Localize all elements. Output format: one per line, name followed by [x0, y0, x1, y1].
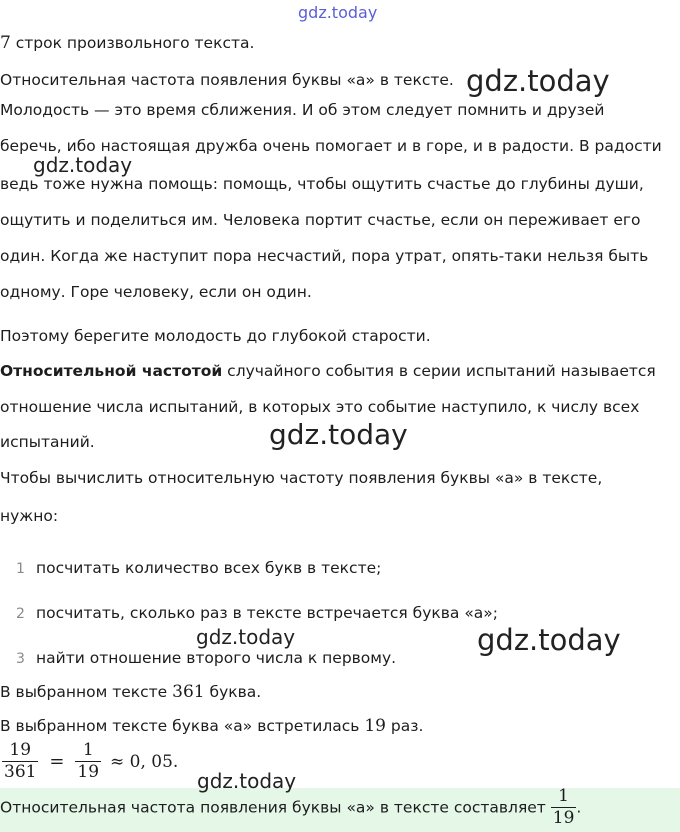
- fraction-denominator: 19: [77, 762, 100, 782]
- total-suffix: буква.: [204, 683, 262, 701]
- passage-line: ведь тоже нужна помощь: помощь, чтобы ощутить счастье до глубины души,: [0, 175, 644, 193]
- watermark: gdz.today: [466, 64, 610, 98]
- watermark: gdz.today: [197, 769, 297, 793]
- total-letters-line: [0, 682, 261, 702]
- fraction-denominator: 19: [552, 808, 575, 828]
- instruction-line: нужно:: [0, 507, 59, 525]
- passage-line: беречь, ибо настоящая дружба очень помогает и в горе, и в радости. В радости: [0, 137, 662, 155]
- watermark: gdz.today: [477, 623, 621, 657]
- fraction-19-361: [2, 742, 38, 781]
- list-item-text: посчитать, сколько раз в тексте встречается буква «а»;: [36, 604, 499, 622]
- result-fraction: [551, 788, 577, 827]
- a-count-line: [0, 716, 423, 736]
- passage-line: Поэтому берегите молодость до глубокой старости.: [0, 327, 431, 345]
- watermark-top: gdz.today: [298, 3, 378, 22]
- result-text: Относительная частота появления буквы «а» в тексте составляет: [0, 798, 551, 817]
- definition-line: отношение числа испытаний, в которых это событие наступило, к числу всех: [0, 398, 640, 416]
- a-prefix: В выбранном тексте буква «а» встретилась: [0, 717, 365, 735]
- list-item-text: посчитать количество всех букв в тексте;: [36, 559, 382, 577]
- a-suffix: раз.: [385, 717, 424, 735]
- watermark: gdz.today: [269, 418, 408, 451]
- line-count-suffix: строк произвольного текста.: [10, 34, 255, 52]
- list-item-text: найти отношение второго числа к первому.: [36, 649, 397, 667]
- fraction-1-19: [75, 742, 101, 781]
- passage-line: Молодость — это время сближения. И об этом следует помнить и друзей: [0, 101, 605, 119]
- task-label: Относительная частота появления буквы «а» в тексте.: [0, 71, 454, 89]
- approx-value: ≈ 0, 05.: [110, 751, 179, 772]
- fraction-numerator: 1: [75, 742, 101, 762]
- equals-sign: =: [49, 751, 65, 772]
- total-prefix: В выбранном тексте: [0, 683, 173, 701]
- list-item-number: 3: [16, 651, 25, 667]
- passage-line: один. Когда же наступит пора несчастий, пора утрат, опять-таки нельзя быть: [0, 247, 649, 265]
- intro-line: [0, 33, 254, 53]
- watermark: gdz.today: [33, 153, 133, 177]
- instruction-line: Чтобы вычислить относительную частоту появления буквы «а» в тексте,: [0, 469, 603, 487]
- fraction-numerator: 19: [2, 742, 38, 762]
- result-end: .: [576, 798, 582, 817]
- definition-line: [0, 362, 656, 380]
- fraction-numerator: 1: [551, 788, 577, 808]
- list-item-number: 2: [16, 606, 25, 622]
- total-value: 361: [172, 682, 205, 702]
- result-line: [0, 788, 581, 827]
- a-value: 19: [364, 716, 386, 736]
- definition-term: Относительной частотой: [0, 362, 223, 380]
- passage-line: ощутить и поделиться им. Человека портит счастье, если он переживает его: [0, 211, 641, 229]
- definition-line: испытаний.: [0, 433, 95, 451]
- line-count: 7: [0, 33, 11, 53]
- definition-rest: случайного события в серии испытаний называется: [222, 362, 656, 380]
- passage-line: одному. Горе человеку, если он один.: [0, 283, 312, 301]
- watermark: gdz.today: [196, 625, 296, 649]
- fraction-denominator: 361: [4, 762, 37, 782]
- list-item-number: 1: [16, 561, 25, 577]
- calculation: [2, 742, 178, 781]
